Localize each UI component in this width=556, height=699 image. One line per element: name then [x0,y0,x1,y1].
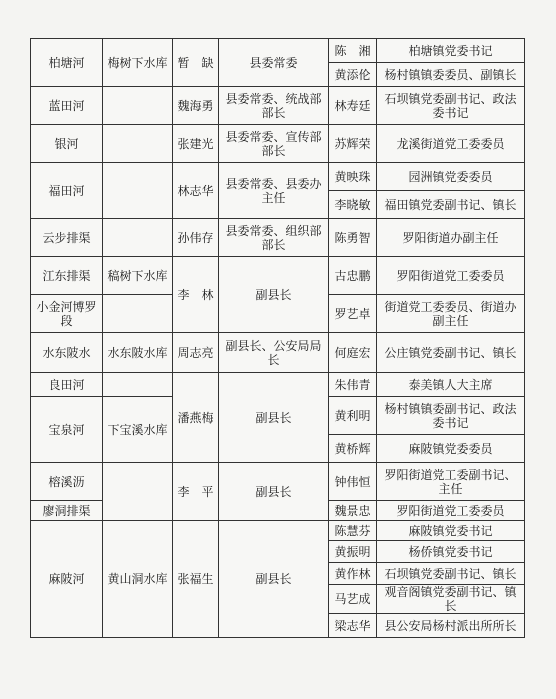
sub-name-cell: 罗艺卓 [329,295,377,333]
sub-name-cell: 苏辉荣 [329,125,377,163]
leader-title-cell: 县委常委、县委办主任 [219,163,329,219]
leader-title-cell: 县委常委、组织部部长 [219,219,329,257]
leader-cell: 李 林 [173,257,219,333]
sub-title-cell: 泰美镇人大主席 [377,373,525,397]
leader-cell: 暂 缺 [173,39,219,87]
leader-title-cell: 副县长 [219,373,329,463]
sub-title-cell: 杨村镇镇委副书记、政法委书记 [377,397,525,435]
sub-name-cell: 梁志华 [329,614,377,638]
leader-title-cell: 副县长 [219,521,329,638]
table-row [31,39,525,63]
sub-title-cell: 柏塘镇党委书记 [377,39,525,63]
sub-title-cell: 县公安局杨村派出所所长 [377,614,525,638]
reservoir-cell: 水东陂水库 [103,333,173,373]
sub-name-cell: 魏景忠 [329,501,377,521]
sub-title-cell: 罗阳街道党工委副书记、主任 [377,463,525,501]
reservoir-cell [103,373,173,397]
reservoir-cell [103,219,173,257]
reservoir-cell [103,125,173,163]
sub-title-cell: 街道党工委委员、街道办副主任 [377,295,525,333]
sub-title-cell: 观音阁镇党委副书记、镇长 [377,585,525,614]
reservoir-cell: 黄山洞水库 [103,521,173,638]
table-row [31,163,525,191]
river-cell: 蓝田河 [31,87,103,125]
table-row [31,87,525,125]
sub-name-cell: 何庭宏 [329,333,377,373]
river-cell: 水东陂水 [31,333,103,373]
sub-title-cell: 石坝镇党委副书记、镇长 [377,563,525,585]
river-cell: 良田河 [31,373,103,397]
sub-name-cell: 陈慧芬 [329,521,377,541]
sub-name-cell: 黄利明 [329,397,377,435]
leader-cell: 孙伟存 [173,219,219,257]
sub-title-cell: 麻陂镇党委委员 [377,435,525,463]
river-cell: 麻陂河 [31,521,103,638]
river-cell: 福田河 [31,163,103,219]
table-row [31,333,525,373]
river-cell: 江东排渠 [31,257,103,295]
leader-cell: 潘燕梅 [173,373,219,463]
sub-title-cell: 杨村镇镇委委员、副镇长 [377,63,525,87]
leader-title-cell: 县委常委、统战部部长 [219,87,329,125]
sub-title-cell: 园洲镇党委委员 [377,163,525,191]
sub-title-cell: 罗阳街道办副主任 [377,219,525,257]
leader-cell: 张建光 [173,125,219,163]
reservoir-cell [103,163,173,219]
river-chief-table [30,38,525,638]
river-cell: 廖洞排渠 [31,501,103,521]
leader-title-cell: 副县长 [219,463,329,521]
table-row [31,373,525,397]
leader-cell: 李 平 [173,463,219,521]
leader-cell: 周志亮 [173,333,219,373]
river-cell: 柏塘河 [31,39,103,87]
sub-title-cell: 石坝镇党委副书记、政法委书记 [377,87,525,125]
leader-title-cell: 副县长、公安局局长 [219,333,329,373]
sub-title-cell: 麻陂镇党委书记 [377,521,525,541]
reservoir-cell [103,463,173,521]
reservoir-cell: 稿树下水库 [103,257,173,295]
river-cell: 银河 [31,125,103,163]
sub-title-cell: 龙溪街道党工委委员 [377,125,525,163]
sub-name-cell: 林寿廷 [329,87,377,125]
sub-name-cell: 陈勇智 [329,219,377,257]
reservoir-cell: 下宝溪水库 [103,397,173,463]
table-row [31,521,525,541]
reservoir-cell: 梅树下水库 [103,39,173,87]
leader-cell: 林志华 [173,163,219,219]
river-cell: 宝泉河 [31,397,103,463]
sub-name-cell: 钟伟恒 [329,463,377,501]
sub-name-cell: 李晓敏 [329,191,377,219]
sub-title-cell: 罗阳街道党工委委员 [377,501,525,521]
table-row [31,125,525,163]
reservoir-cell [103,87,173,125]
leader-cell: 魏海勇 [173,87,219,125]
sub-name-cell: 古忠鹏 [329,257,377,295]
sub-name-cell: 黄作林 [329,563,377,585]
river-cell: 榕溪沥 [31,463,103,501]
sub-name-cell: 朱伟青 [329,373,377,397]
leader-title-cell: 副县长 [219,257,329,333]
leader-cell: 张福生 [173,521,219,638]
sub-name-cell: 陈 湘 [329,39,377,63]
sub-title-cell: 福田镇党委副书记、镇长 [377,191,525,219]
river-cell: 云步排渠 [31,219,103,257]
leader-title-cell: 县委常委、宣传部部长 [219,125,329,163]
table-row [31,219,525,257]
sub-name-cell: 黄振明 [329,541,377,563]
leader-title-cell: 县委常委 [219,39,329,87]
sub-name-cell: 黄映珠 [329,163,377,191]
reservoir-cell [103,295,173,333]
sub-title-cell: 公庄镇党委副书记、镇长 [377,333,525,373]
sub-title-cell: 罗阳街道党工委委员 [377,257,525,295]
sub-name-cell: 马艺成 [329,585,377,614]
sub-name-cell: 黄添伦 [329,63,377,87]
river-cell: 小金河博罗段 [31,295,103,333]
sub-title-cell: 杨侨镇党委书记 [377,541,525,563]
table-row [31,463,525,501]
sub-name-cell: 黄桥辉 [329,435,377,463]
table-row [31,257,525,295]
